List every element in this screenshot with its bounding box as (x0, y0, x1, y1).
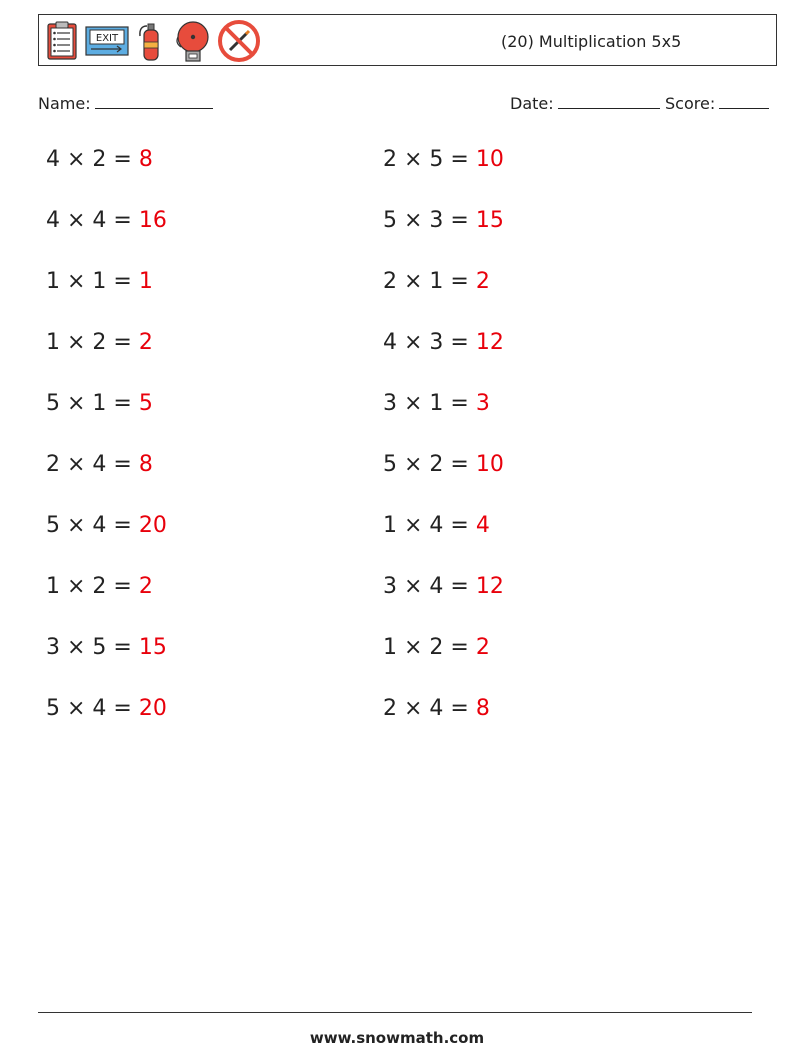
problem-19 (383, 635, 490, 660)
problem-answer: 8 (138, 147, 153, 172)
date-label: Date: (510, 94, 554, 113)
problem-expression: 2 × 4 = (383, 696, 476, 721)
exit-sign-icon (85, 25, 129, 57)
problem-expression: 2 × 5 = (383, 147, 476, 172)
problem-20 (383, 696, 490, 721)
score-label: Score: (665, 94, 716, 113)
problem-4 (46, 330, 153, 355)
header-icons (45, 19, 267, 63)
problem-15 (383, 391, 490, 416)
problem-6 (46, 452, 153, 477)
date-blank[interactable] (558, 93, 660, 109)
problem-expression: 5 × 1 = (46, 391, 139, 416)
name-blank[interactable] (95, 93, 213, 109)
problem-expression: 2 × 1 = (383, 269, 476, 294)
problem-expression: 4 × 3 = (383, 330, 476, 355)
problem-expression: 2 × 4 = (46, 452, 139, 477)
fire-alarm-bell-icon (171, 19, 211, 63)
problem-answer: 12 (475, 330, 504, 355)
problem-answer: 20 (138, 513, 167, 538)
problem-expression: 5 × 3 = (383, 208, 476, 233)
problem-expression: 3 × 5 = (46, 635, 139, 660)
problem-answer: 15 (475, 208, 504, 233)
problem-10 (46, 696, 167, 721)
problem-answer: 15 (138, 635, 167, 660)
problem-expression: 1 × 2 = (46, 574, 139, 599)
problem-3 (46, 269, 153, 294)
problem-expression: 5 × 2 = (383, 452, 476, 477)
problem-expression: 3 × 1 = (383, 391, 476, 416)
name-label: Name: (38, 94, 91, 113)
worksheet-header (38, 14, 777, 66)
problem-answer: 10 (475, 452, 504, 477)
problem-14 (383, 330, 504, 355)
problem-answer: 3 (475, 391, 490, 416)
problem-answer: 5 (138, 391, 153, 416)
exit-sign-text: EXIT (95, 33, 119, 44)
problem-expression: 1 × 2 = (383, 635, 476, 660)
problem-expression: 5 × 4 = (46, 513, 139, 538)
problem-9 (46, 635, 167, 660)
problem-answer: 12 (475, 574, 504, 599)
problem-expression: 3 × 4 = (383, 574, 476, 599)
problem-7 (46, 513, 167, 538)
problem-17 (383, 513, 490, 538)
problem-answer: 4 (475, 513, 490, 538)
date-field[interactable] (510, 93, 660, 113)
problem-13 (383, 269, 490, 294)
problem-expression: 5 × 4 = (46, 696, 139, 721)
clipboard-checklist-icon (45, 21, 79, 61)
score-blank[interactable] (719, 93, 769, 109)
problem-1 (46, 147, 153, 172)
problem-18 (383, 574, 504, 599)
problem-answer: 2 (475, 269, 490, 294)
problem-answer: 10 (475, 147, 504, 172)
problem-answer: 16 (138, 208, 167, 233)
name-field[interactable] (38, 93, 213, 113)
problem-5 (46, 391, 153, 416)
problem-expression: 1 × 2 = (46, 330, 139, 355)
problem-8 (46, 574, 153, 599)
score-field[interactable] (665, 93, 769, 113)
problem-answer: 20 (138, 696, 167, 721)
problem-answer: 8 (138, 452, 153, 477)
fire-extinguisher-icon (135, 20, 165, 62)
problem-answer: 1 (138, 269, 153, 294)
problem-16 (383, 452, 504, 477)
footer-divider (38, 1012, 752, 1013)
problem-answer: 8 (475, 696, 490, 721)
problem-2 (46, 208, 167, 233)
problem-12 (383, 208, 504, 233)
problem-answer: 2 (475, 635, 490, 660)
no-smoking-icon (217, 19, 261, 63)
problem-expression: 1 × 1 = (46, 269, 139, 294)
worksheet-title: (20) Multiplication 5x5 (501, 32, 682, 51)
problem-expression: 4 × 4 = (46, 208, 139, 233)
problem-11 (383, 147, 504, 172)
problem-answer: 2 (138, 330, 153, 355)
footer-website: www.snowmath.com (309, 1029, 485, 1047)
problem-expression: 1 × 4 = (383, 513, 476, 538)
problem-expression: 4 × 2 = (46, 147, 139, 172)
problem-answer: 2 (138, 574, 153, 599)
